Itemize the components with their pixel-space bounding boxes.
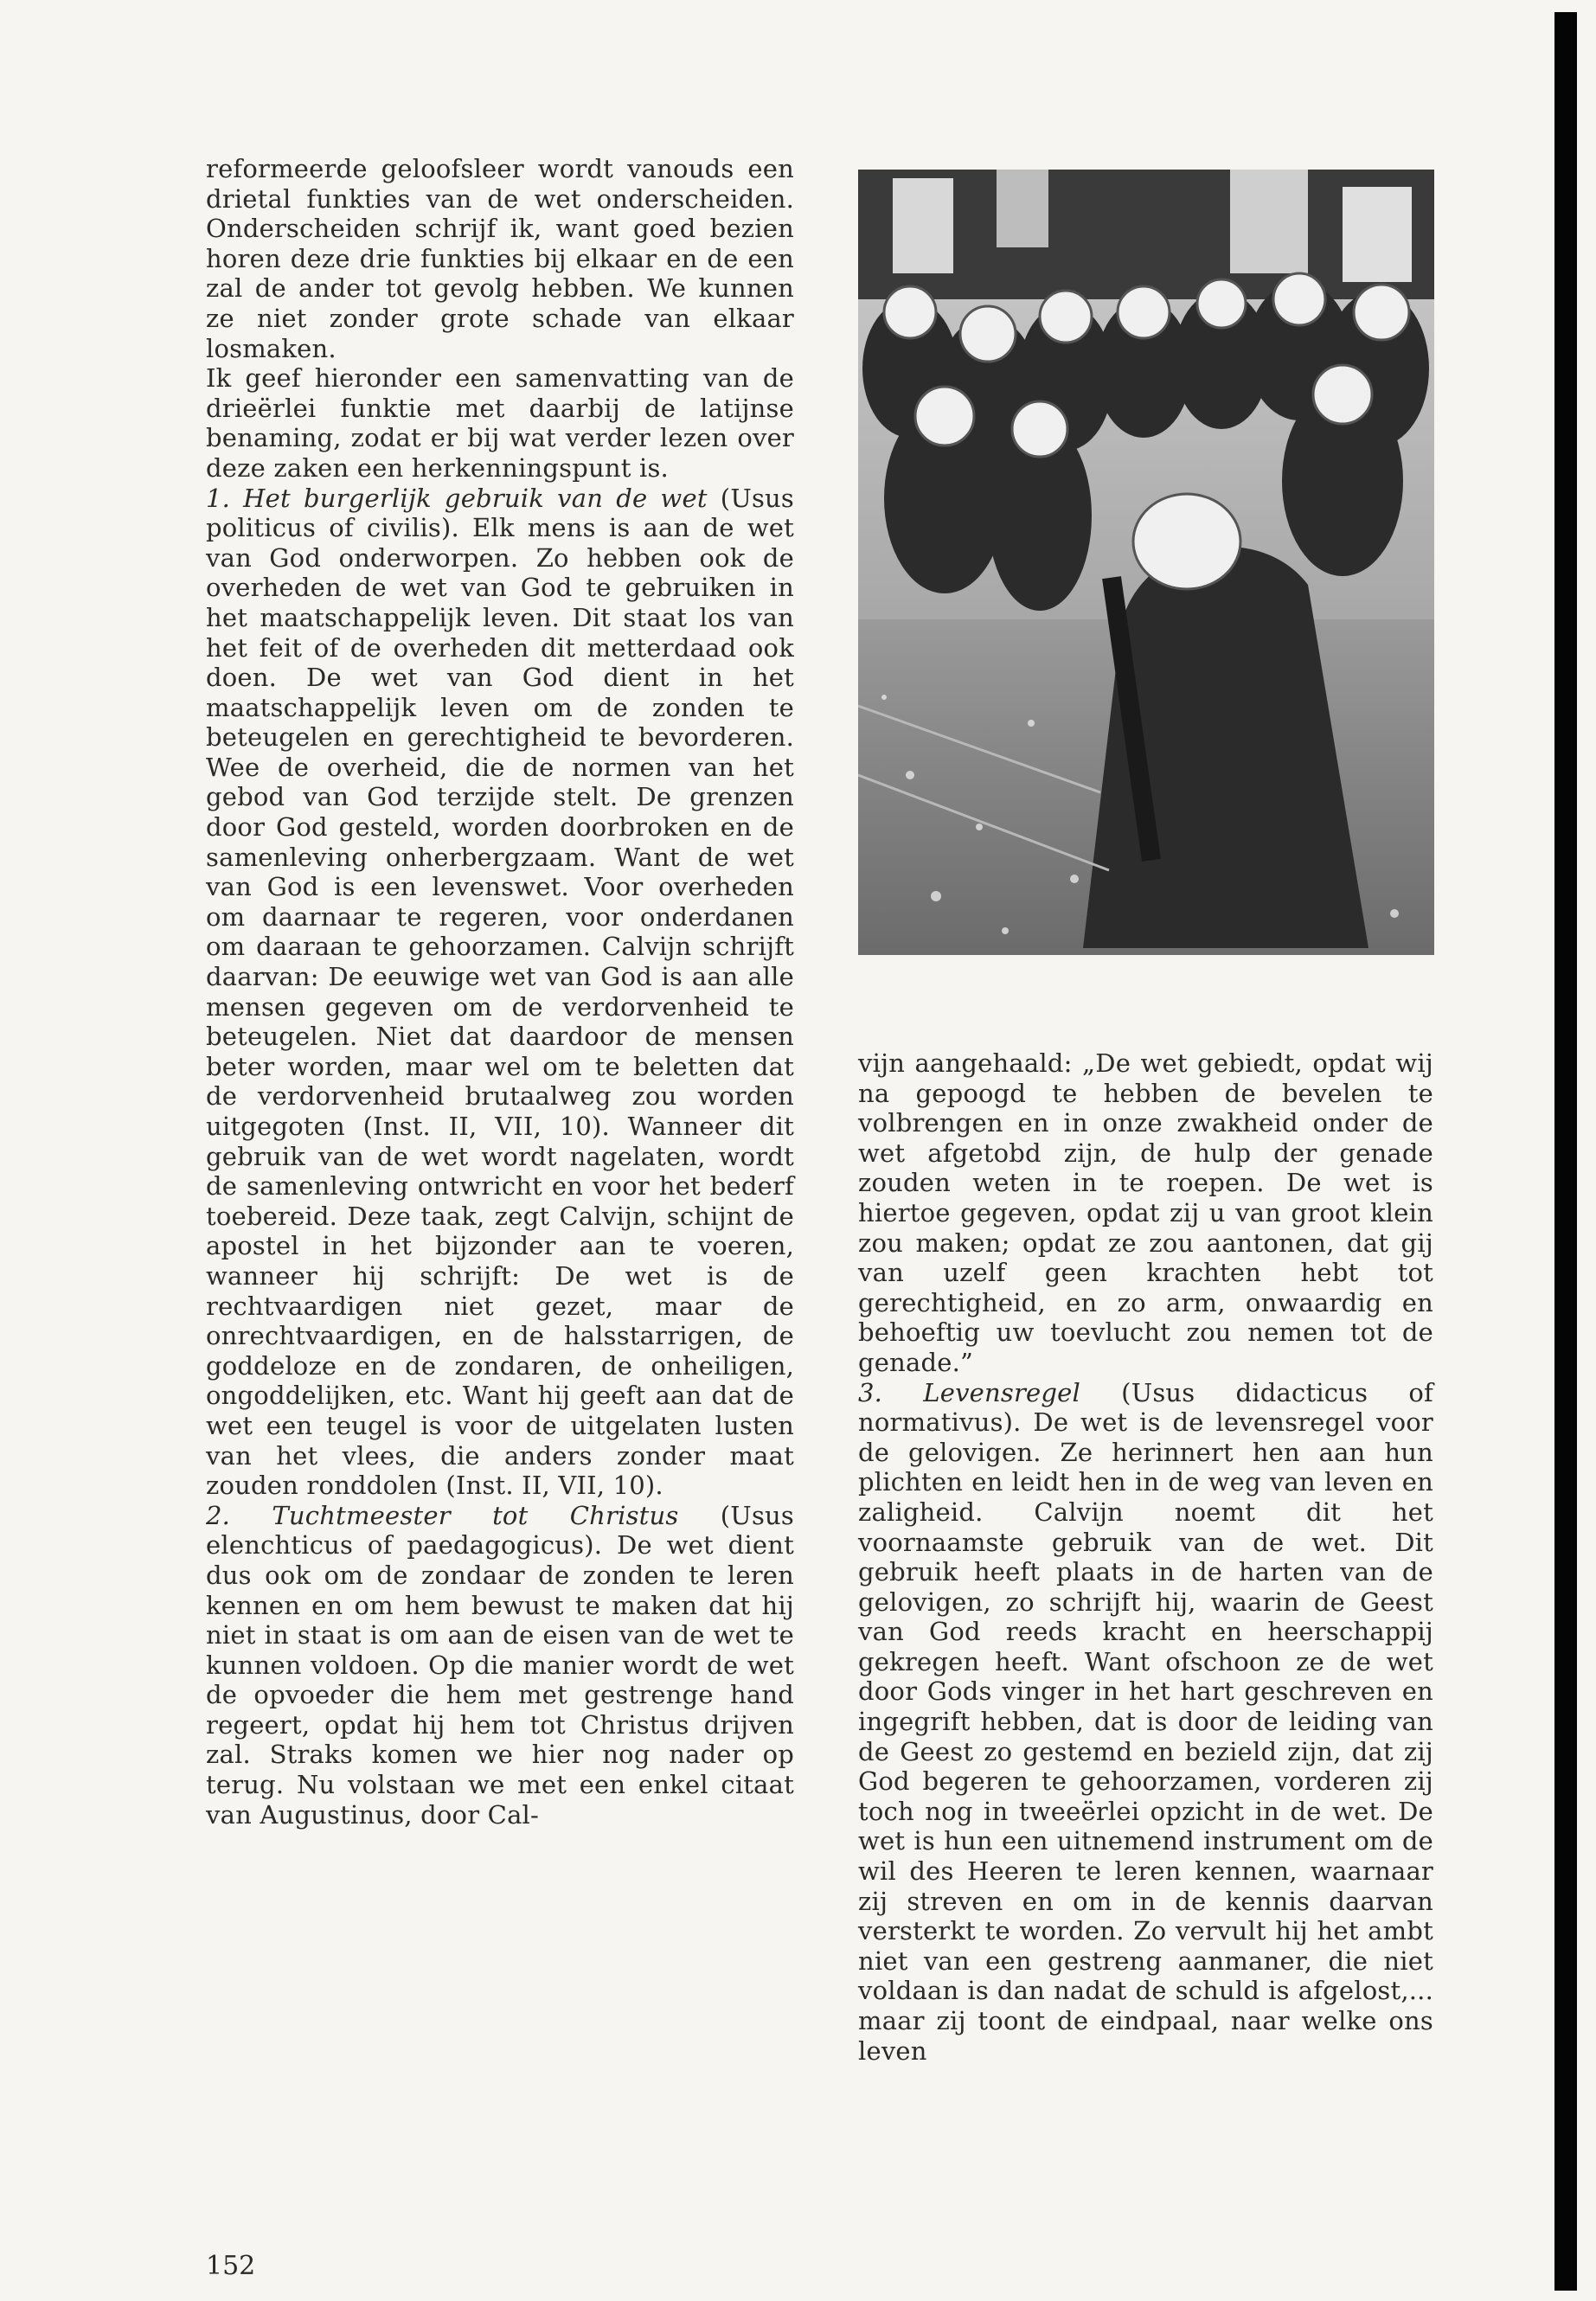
section-2-heading: 2. Tuchtmeester tot Christus <box>206 1500 679 1530</box>
photo-illustration <box>858 170 1434 955</box>
section-3 <box>858 1378 1433 2067</box>
paragraph-intro: reformeerde geloofsleer wordt vanouds een drietal funkties van de wet onderscheiden. Onderscheiden schrijf ik, want goed bezien horen deze drie funkties bij elkaar en de een zal de ander tot gevolg hebben. We kunnen ze niet zonder grote schade van elkaar losmaken. <box>206 154 794 363</box>
section-2-text: (Usus elenchticus of paedagogicus). De wet dient dus ook om de zondaar de zonden te leren kennen en om hem bewust te maken dat hij niet in staat is om aan de eisen van de wet te kunnen voldoen. Op die manier wordt de wet de opvoeder die hem met gestrenge hand regeert, opdat hij hem tot Christus drijven zal. Straks komen we hier nog nader op terug. Nu volstaan we met een enkel citaat van Augustinus, door Cal- <box>206 1500 794 1830</box>
section-2 <box>206 1501 794 1830</box>
scan-edge-bar <box>1554 12 1577 2291</box>
paragraph-augustinus-quote: vijn aangehaald: „De wet gebiedt, opdat wij na gepoogd te hebben de bevelen te volbrengen en in onze zwakheid onder de wet afgetobd zijn, de hulp der genade zouden weten in te roepen. De wet is hiertoe gegeven, opdat zij u van groot klein zou maken; opdat ze zou aantonen, dat gij van uzelf geen krachten hebt tot gerechtigheid, en zo arm, onwaardig en behoeftig uw toevlucht zou nemen tot de genade.” <box>858 1048 1433 1377</box>
section-3-text: (Usus didacticus of normativus). De wet is de levensregel voor de gelovigen. Ze herinnert hen aan hun plichten en leidt hen in de weg van leven en zaligheid. Calvijn noemt dit het voornaamste gebruik van de wet. Dit gebruik heeft plaats in de harten van de gelovigen, zo schrijft hij, waarin de Geest van God reeds kracht en heerschappij gekregen heeft. Want ofschoon ze de wet door Gods vinger in het hart geschreven en ingegrift hebben, dat is door de leiding van de Geest zo gestemd en bezield zijn, dat zij God begeren te gehoorzamen, vorderen zij toch nog in tweeërlei opzicht in de wet. De wet is hun een uitnemend instrument om de wil des Heeren te leren kennen, waarnaar zij streven en om in de kennis daarvan versterkt te worden. Zo vervult hij het ambt niet van een gestreng aanmaner, die niet voldaan is dan nadat de schuld is afgelost,... maar zij toont de eindpaal, naar welke ons leven <box>858 1377 1433 2066</box>
right-text-column <box>858 1048 1433 2066</box>
left-text-column <box>206 154 794 1830</box>
section-1-text: (Usus politicus of civilis). Elk mens is aan de wet van God onderworpen. Zo hebben ook de overheden de wet van God te gebruiken in het maatschappelijk leven. Dit staat los van het feit of de overheden dit metterdaad ook doen. De wet van God dient in het maatschappelijk leven om de zonden te beteugelen en gerechtigheid te bevorderen. Wee de overheid, die de normen van het gebod van God terzijde stelt. De grenzen door God gesteld, worden doorbroken en de samenleving onherbergzaam. Want de wet van God is een levenswet. Voor overheden om daarnaar te regeren, voor onderdanen om daaraan te gehoorzamen. Calvijn schrijft daarvan: De eeuwige wet van God is aan alle mensen gegeven om de verdorvenheid te beteugelen. Niet dat daardoor de mensen beter worden, maar wel om te beletten dat de verdorvenheid brutaalweg zou worden uitgegoten (Inst. II, VII, 10). Wanneer dit gebruik van de wet wordt nagelaten, wordt de samenleving ontwricht en voor het bederf toebereid. Deze taak, zegt Calvijn, schijnt de apostel in het bijzonder aan te voeren, wanneer hij schrijft: De wet is de rechtvaardigen niet gezet, maar de onrechtvaardigen, en de halsstarrigen, de goddeloze en de zondaren, de onheiligen, ongoddelijken, etc. Want hij geeft aan dat de wet een teugel is voor de uitgelaten lusten van het vlees, die anders zonder maat zouden ronddolen (Inst. II, VII, 10). <box>206 483 795 1501</box>
section-3-heading: 3. Levensregel <box>858 1377 1080 1407</box>
section-1-heading: 1. Het burgerlijk gebruik van de wet <box>206 483 708 513</box>
riot-police-photo <box>858 170 1434 955</box>
paragraph-summary: Ik geef hieronder een samenvatting van de drieërlei funktie met daarbij de latijnse benaming, zodat er bij wat verder lezen over deze zaken een herkenningspunt is. <box>206 363 794 483</box>
section-1 <box>206 484 794 1501</box>
page-number: 152 <box>206 2251 256 2281</box>
